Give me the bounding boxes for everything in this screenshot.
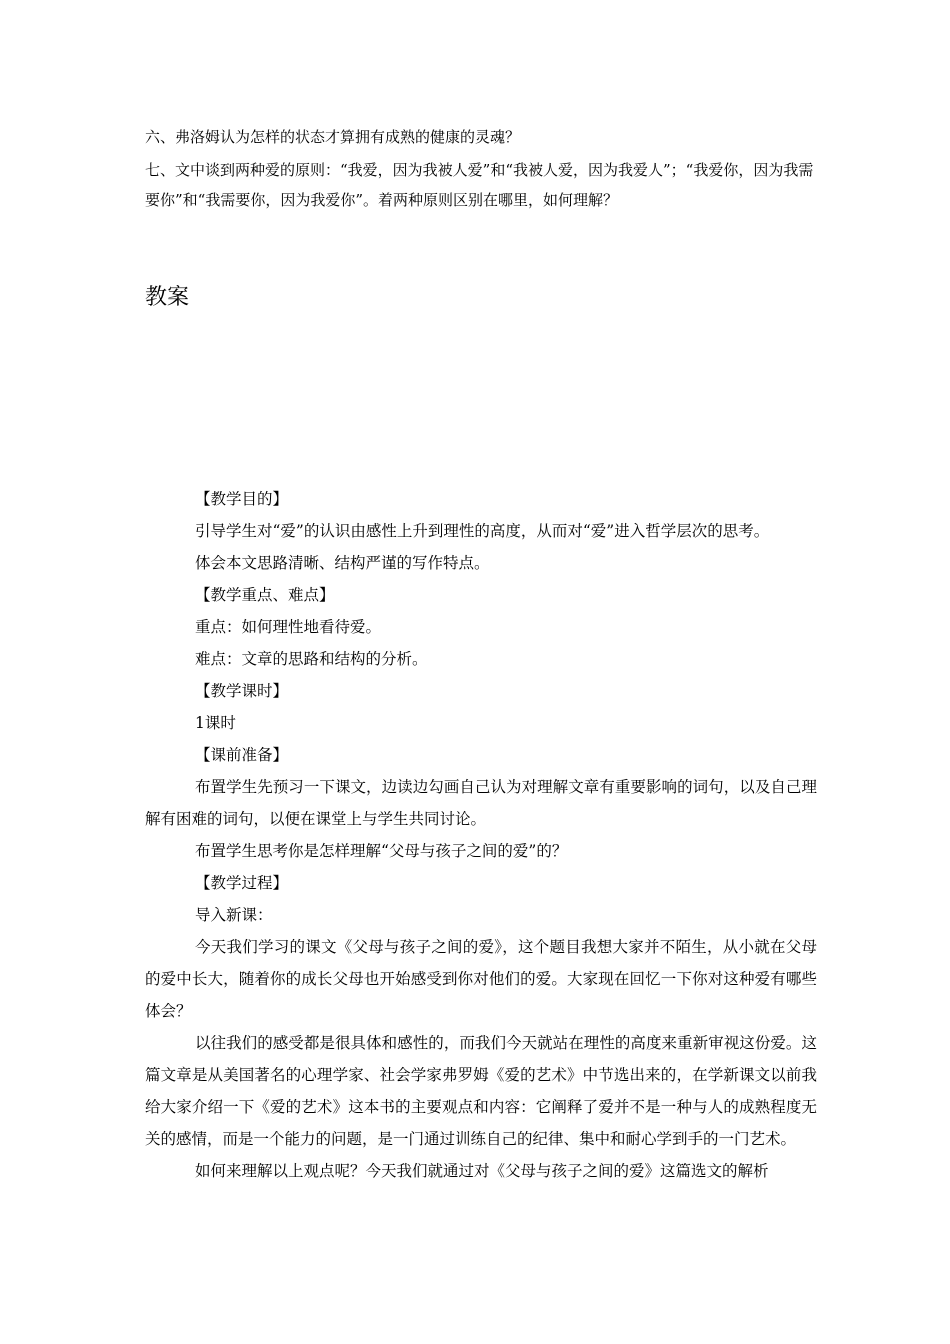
intro-title: 导入新课： (195, 906, 273, 924)
period-value: 1课时 (195, 714, 236, 732)
prep-title: 【课前准备】 (195, 746, 289, 764)
lesson-plan-body (145, 483, 817, 1187)
process-title: 【教学过程】 (195, 874, 289, 892)
period-title: 【教学课时】 (195, 682, 289, 700)
prep-paragraph-2: 布置学生思考你是怎样理解“父母与孩子之间的爱”的？ (195, 842, 568, 860)
question-seven: 七、文中谈到两种爱的原则：“我爱，因为我被人爱”和“我被人爱，因为我爱人”；“我爱你，因为我需要你”和“我需要你，因为我爱你”。着两种原则区别在哪里，如何理解？ (145, 161, 814, 209)
key-point: 重点：如何理性地看待爱。 (195, 618, 382, 636)
question-six: 六、弗洛姆认为怎样的状态才算拥有成熟的健康的灵魂？ (145, 128, 521, 146)
goal-title: 【教学目的】 (195, 490, 289, 508)
difficult-point: 难点：文章的思路和结构的分析。 (195, 650, 428, 668)
goal-paragraph-1: 引导学生对“爱”的认识由感性上升到理性的高度，从而对“爱”进入哲学层次的思考。 (195, 522, 770, 540)
intro-paragraph-1: 今天我们学习的课文《父母与孩子之间的爱》，这个题目我想大家并不陌生，从小就在父母的爱中长大，随着你的成长父母也开始感受到你对他们的爱。大家现在回忆一下你对这种爱有哪些体会？ (145, 938, 817, 1020)
intro-paragraph-3: 如何来理解以上观点呢？今天我们就通过对《父母与孩子之间的爱》这篇选文的解析 (195, 1162, 769, 1180)
intro-paragraph-2: 以往我们的感受都是很具体和感性的，而我们今天就站在理性的高度来重新审视这份爱。这篇文章是从美国著名的心理学家、社会学家弗罗姆《爱的艺术》中节选出来的，在学新课文以前我给大家介绍一下《爱的艺术》这本书的主要观点和内容：它阐释了爱并不是一种与人的成熟程度无关的感情，而是一个能力的问题，是一门通过训练自己的纪律、集中和耐心学到手的一门艺术。 (145, 1034, 817, 1148)
key-title: 【教学重点、难点】 (195, 586, 335, 604)
section-heading: 教案 (145, 285, 190, 310)
prep-paragraph-1: 布置学生先预习一下课文，边读边勾画自己认为对理解文章有重要影响的词句，以及自己理解有困难的词句，以便在课堂上与学生共同讨论。 (145, 778, 817, 828)
goal-paragraph-2: 体会本文思路清晰、结构严谨的写作特点。 (195, 554, 490, 572)
